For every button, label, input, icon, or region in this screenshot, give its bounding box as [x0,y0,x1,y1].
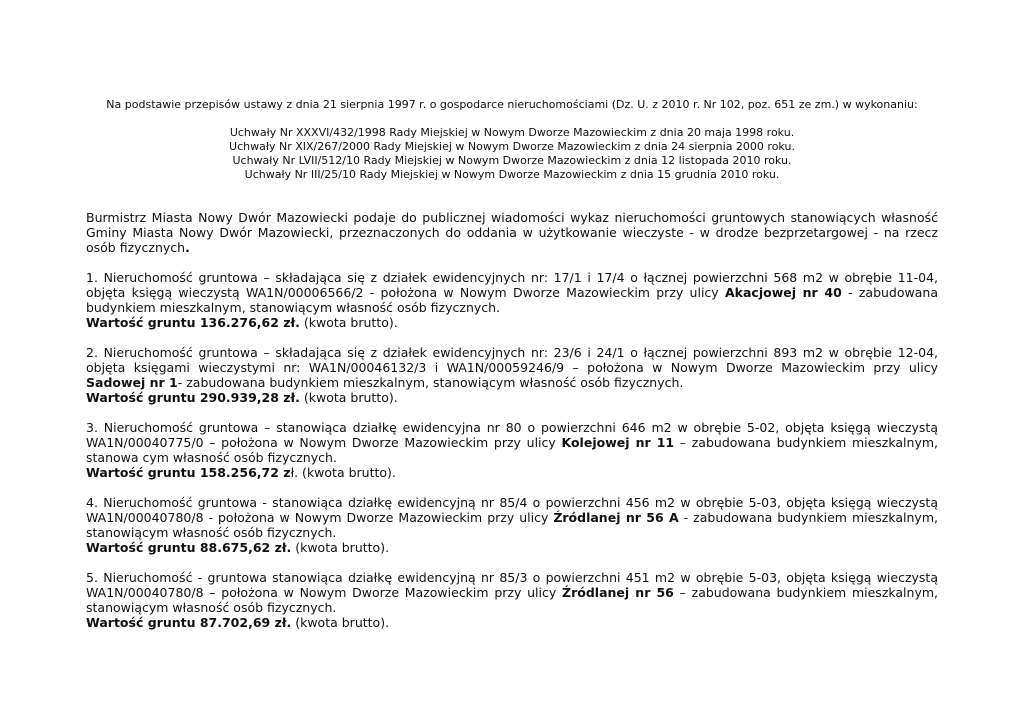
property-street: Sadowej nr 1 [86,375,178,390]
property-street: Kolejowej nr 11 [561,435,675,450]
property-value-suffix: (kwota brutto). [299,315,398,330]
property-description: 2. Nieruchomość gruntowa – składająca się z działek ewidencyjnych nr: 23/6 i 24/1 o łącznej powierzchni 893 m2 w obrębie 12-04, objęta księgami wieczystymi nr: WA1N/00046132/3 i WA1N/00059246/9 – położona w Nowym Dworze Mazowieckim przy ulicy [86,345,938,375]
resolution-line: Uchwały Nr XXXVI/432/1998 Rady Miejskiej w Nowym Dworze Mazowieckim z dnia 20 maja 1998 roku. [229,126,795,139]
resolution-line: Uchwały Nr LVII/512/10 Rady Miejskiej w Nowym Dworze Mazowieckim z dnia 12 listopada 2010 roku. [232,154,792,167]
property-description-end: - zabudowana budynkiem mieszkalnym, stanowiącym własność osób fizycznych. [177,375,684,390]
property-value-suffix: (kwota brutto). [299,390,398,405]
legal-basis-text: Na podstawie przepisów ustawy z dnia 21 sierpnia 1997 r. o gospodarce nieruchomościami (Dz. U. z 2010 r. Nr 102, poz. 651 ze zm.) w wykonaniu: [106,98,918,111]
property-item-5 [86,570,938,630]
document-body [86,210,938,630]
property-value-label: Wartość gruntu 88.675,62 zł. [86,540,292,555]
resolution-line: Uchwały Nr III/25/10 Rady Miejskiej w Nowym Dworze Mazowieckim z dnia 15 grudnia 2010 roku. [244,168,780,181]
property-description: 5. Nieruchomość - gruntowa stanowiąca działkę ewidencyjną nr 85/3 o powierzchni 451 m2 w obrębie 5-03, objęta księgą wieczystą WA1N/00040780/8 – położona w Nowym Dworze Mazowieckim przy ulicy [86,570,938,600]
property-description: 3. Nieruchomość gruntowa – stanowiąca działkę ewidencyjna nr 80 o powierzchni 646 m2 w obrębie 5-02, objęta księgą wieczystą WA1N/00040775/0 – położona w Nowym Dworze Mazowieckim przy ulicy [86,420,938,450]
property-value-suffix: ł. (kwota brutto). [290,465,396,480]
property-description: 1. Nieruchomość gruntowa – składająca się z działek ewidencyjnych nr: 17/1 i 17/4 o łącznej powierzchni 568 m2 w obrębie 11-04, objęta księgą wieczystą WA1N/00006566/2 - położona w Nowym Dworze Mazowieckim przy ulicy [86,270,938,300]
property-street: Akacjowej nr 40 [724,285,842,300]
property-value-label: Wartość gruntu 87.702,69 zł. [86,615,292,630]
resolutions-list [150,126,874,182]
property-description-end: - zabudowana budynkiem mieszkalnym, stanowiącym własność osób fizycznych. [86,510,938,540]
property-item-4 [86,495,938,555]
property-description-end: – zabudowana budynkiem mieszkalnym, stanowiącym własność osób fizycznych. [86,585,939,615]
property-value-label: Wartość gruntu 136.276,62 zł. [86,315,300,330]
property-description-end: - zabudowana budynkiem mieszkalnym, stanowiącym własność osób fizycznych. [86,285,938,315]
intro-end: . [185,240,190,255]
property-description: 4. Nieruchomość gruntowa - stanowiąca działkę ewidencyjną nr 85/4 o powierzchni 456 m2 w obrębie 5-03, objęta księgą wieczystą WA1N/00040780/8 - położona w Nowym Dworze Mazowieckim przy ulicy [86,495,938,525]
property-value-suffix: (kwota brutto). [291,540,390,555]
property-street: Źródlanej nr 56 A [553,510,679,525]
property-street: Źródlanej nr 56 [562,585,674,600]
property-item-2 [86,345,938,405]
property-value-suffix: (kwota brutto). [291,615,390,630]
property-item-1 [86,270,938,330]
intro-text: Burmistrz Miasta Nowy Dwór Mazowiecki podaje do publicznej wiadomości wykaz nieruchomości gruntowych stanowiących własność Gminy Miasta Nowy Dwór Mazowiecki, przeznaczonych do oddania w użytkowanie wieczyste - w drodze bezprzetargowej - na rzecz osób fizycznych [86,210,938,255]
property-value-label: Wartość gruntu 158.256,72 z [86,465,291,480]
property-item-3 [86,420,938,480]
intro-paragraph [86,210,938,255]
resolution-line: Uchwały Nr XIX/267/2000 Rady Miejskiej w Nowym Dworze Mazowieckim z dnia 24 sierpnia 2000 roku. [229,140,795,153]
property-value-label: Wartość gruntu 290.939,28 zł. [86,390,300,405]
property-description-end: – zabudowana budynkiem mieszkalnym, stanowa cym własność osób fizycznych. [86,435,938,465]
